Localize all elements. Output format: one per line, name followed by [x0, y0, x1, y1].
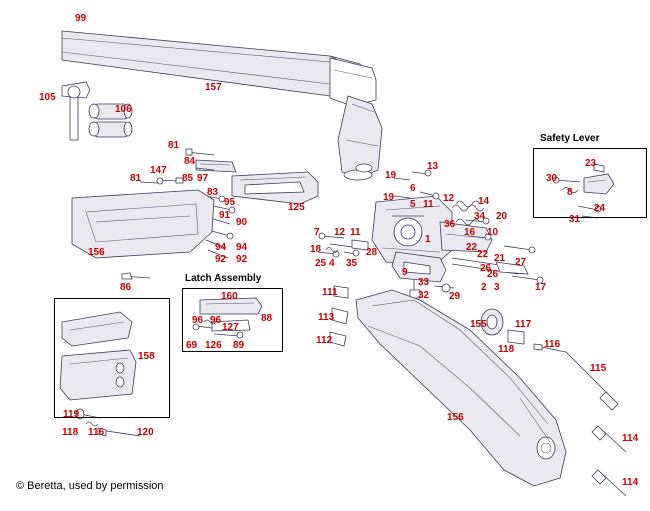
callout-114: 114 — [622, 477, 639, 488]
callout-127: 127 — [222, 322, 239, 333]
callout-20: 20 — [496, 211, 508, 222]
callout-125: 125 — [288, 202, 305, 213]
callout-29: 29 — [449, 291, 461, 302]
callout-12: 12 — [334, 227, 346, 238]
callout-84: 84 — [184, 156, 196, 167]
callout-14: 14 — [478, 196, 490, 207]
callout-8: 8 — [567, 187, 573, 198]
callout-19: 19 — [385, 170, 397, 181]
panel-label-latch-assembly: Latch Assembly — [185, 273, 262, 284]
callout-13: 13 — [427, 161, 439, 172]
callout-32: 32 — [418, 290, 430, 301]
callout-94: 94 — [236, 242, 248, 253]
callout-5: 5 — [410, 199, 416, 210]
callout-17: 17 — [535, 282, 547, 293]
callout-35: 35 — [346, 258, 358, 269]
receiver-group — [372, 193, 543, 298]
callout-28: 28 — [366, 247, 378, 258]
choke-wrench-105 — [62, 82, 90, 140]
callout-24: 24 — [594, 203, 606, 214]
callout-31: 31 — [569, 214, 581, 225]
buttstock-156 — [356, 290, 566, 486]
callout-34: 34 — [474, 211, 486, 222]
callout-11: 11 — [423, 199, 434, 210]
callout-105: 105 — [39, 92, 56, 103]
callout-114: 114 — [622, 433, 639, 444]
callout-90: 90 — [236, 217, 248, 228]
callout-26: 26 — [480, 263, 492, 274]
callout-91: 91 — [219, 210, 231, 221]
callout-115: 115 — [590, 363, 607, 374]
callout-156: 156 — [447, 412, 464, 423]
callout-99: 99 — [75, 13, 87, 24]
callout-9: 9 — [402, 267, 408, 278]
callout-86: 86 — [120, 282, 132, 293]
callout-92: 92 — [236, 254, 248, 265]
callout-2: 2 — [481, 282, 487, 293]
callout-22: 22 — [466, 242, 478, 253]
callout-116: 116 — [544, 339, 561, 350]
callout-27: 27 — [515, 257, 527, 268]
callout-21: 21 — [494, 253, 506, 264]
callout-126: 126 — [205, 340, 222, 351]
callout-33: 33 — [418, 277, 430, 288]
callout-30: 30 — [546, 173, 558, 184]
callout-112: 112 — [316, 335, 333, 346]
callout-96: 96 — [192, 315, 204, 326]
callout-26: 26 — [487, 269, 499, 280]
callout-83: 83 — [207, 187, 219, 198]
callout-118: 118 — [498, 344, 515, 355]
callout-25: 25 — [315, 258, 327, 269]
callout-96: 96 — [210, 315, 222, 326]
callout-81: 81 — [168, 140, 180, 151]
callout-160: 160 — [221, 291, 238, 302]
callout-81: 81 — [130, 173, 142, 184]
callout-22: 22 — [477, 249, 489, 260]
callout-7: 7 — [314, 227, 320, 238]
callout-4: 4 — [329, 258, 335, 269]
callout-113: 113 — [318, 312, 335, 323]
callout-158: 158 — [138, 351, 155, 362]
callout-157: 157 — [205, 82, 222, 93]
panel-label-safety-lever: Safety Lever — [540, 133, 600, 144]
pin-86 — [122, 273, 150, 279]
callout-89: 89 — [233, 340, 245, 351]
callout-95: 95 — [224, 197, 236, 208]
callout-1: 1 — [425, 234, 431, 245]
callout-119: 119 — [63, 409, 80, 420]
callout-10: 10 — [487, 227, 499, 238]
callout-155: 155 — [470, 319, 487, 330]
callout-3: 3 — [494, 282, 500, 293]
callout-147: 147 — [150, 165, 167, 176]
callout-106: 106 — [115, 104, 132, 115]
callout-36: 36 — [444, 219, 456, 230]
callout-94: 94 — [215, 242, 227, 253]
callout-11: 11 — [350, 227, 361, 238]
callout-23: 23 — [585, 158, 597, 169]
callout-156: 156 — [88, 247, 105, 258]
callout-18: 18 — [310, 244, 322, 255]
callout-16: 16 — [464, 227, 476, 238]
callout-19: 19 — [383, 192, 395, 203]
callout-120: 120 — [137, 427, 154, 438]
callout-118: 118 — [62, 427, 79, 438]
callout-97: 97 — [197, 173, 209, 184]
callout-85: 85 — [182, 173, 194, 184]
callout-116: 116 — [88, 427, 105, 438]
callout-111: 111 — [322, 287, 338, 298]
copyright-notice: © Beretta, used by permission — [16, 480, 164, 492]
callout-88: 88 — [261, 313, 273, 324]
callout-12: 12 — [443, 193, 455, 204]
callout-69: 69 — [186, 340, 198, 351]
callout-117: 117 — [515, 319, 532, 330]
callout-6: 6 — [410, 183, 416, 194]
callout-92: 92 — [215, 254, 227, 265]
